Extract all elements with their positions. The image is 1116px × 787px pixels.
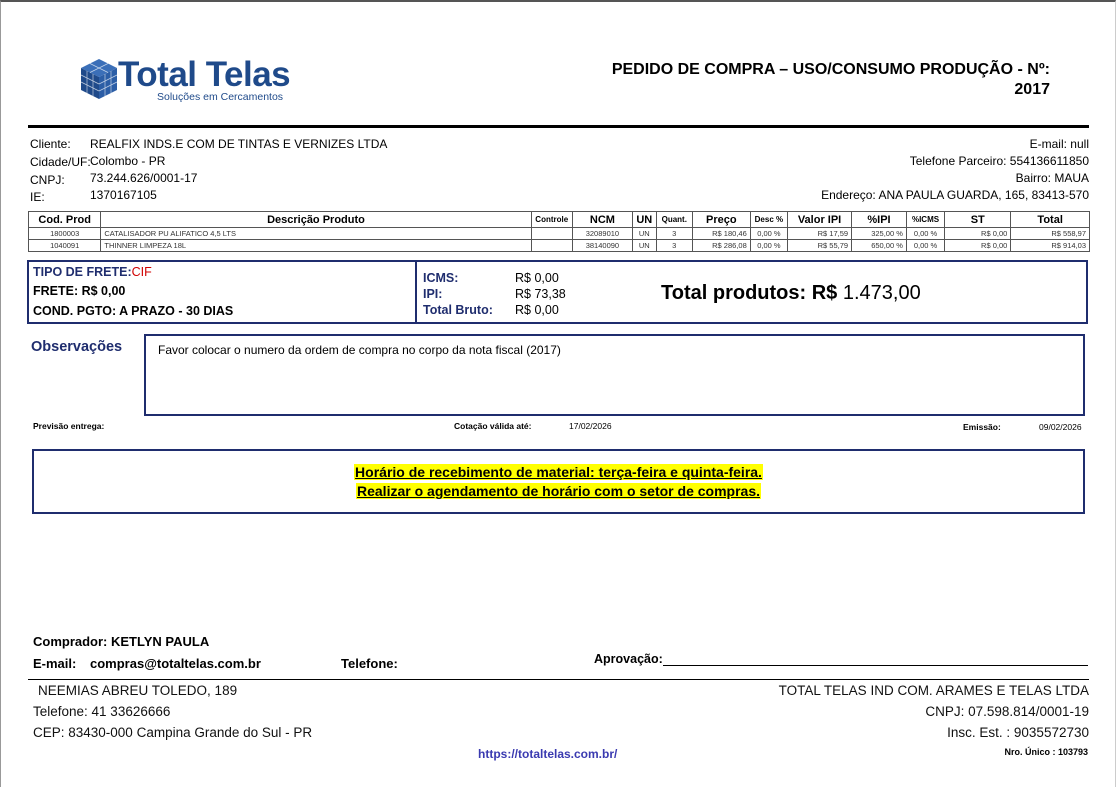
cidade-label: Cidade/UF: [30, 155, 91, 169]
cell-total: R$ 558,97 [1011, 228, 1090, 240]
nro-unico: Nro. Único : 103793 [1004, 747, 1088, 757]
col-header: UN [632, 212, 656, 228]
total-produtos-label: Total produtos: R$ [661, 282, 838, 304]
header-divider [28, 125, 1089, 128]
col-header: %IPI [852, 212, 907, 228]
cotacao-label: Cotação válida até: [454, 421, 532, 431]
tipo-frete-value: CIF [131, 265, 152, 279]
logo-tagline: Soluções em Cercamentos [157, 91, 284, 103]
client-bairro: Bairro: MAUA [1015, 171, 1089, 185]
website-link[interactable]: https://totaltelas.com.br/ [478, 747, 618, 761]
company-logo [80, 55, 310, 104]
cell-st: R$ 0,00 [945, 240, 1011, 252]
order-number: 2017 [1014, 81, 1050, 98]
cell-pct-icms: 0,00 % [906, 228, 944, 240]
cell-pct-icms: 0,00 % [906, 240, 944, 252]
table-row [29, 228, 1090, 240]
cnpj-label: CNPJ: [30, 173, 65, 187]
notice-line [34, 463, 1083, 482]
cliente-label: Cliente: [30, 137, 71, 151]
col-header: Descrição Produto [101, 212, 531, 228]
footer-company: TOTAL TELAS IND COM. ARAMES E TELAS LTDA [778, 683, 1089, 698]
cell-quant: 3 [656, 228, 692, 240]
frete-value: FRETE: R$ 0,00 [33, 284, 126, 298]
buyer-email: compras@totaltelas.com.br [90, 656, 261, 671]
table-row [29, 240, 1090, 252]
total-produtos-value: 1.473,00 [842, 282, 921, 304]
cell-controle [531, 240, 572, 252]
total-bruto-label: Total Bruto: [423, 303, 493, 317]
icms-label: ICMS: [423, 271, 459, 285]
footer-cnpj: CNPJ: 07.598.814/0001-19 [925, 704, 1089, 719]
cell-ncm: 32089010 [572, 228, 632, 240]
frete-section [29, 262, 417, 322]
footer-insc: Insc. Est. : 9035572730 [947, 725, 1089, 740]
client-email: E-mail: null [1029, 137, 1089, 151]
col-header: Desc % [750, 212, 787, 228]
observacoes-label: Observações [31, 339, 123, 355]
cell-un: UN [632, 228, 656, 240]
cell-pct-ipi: 650,00 % [852, 240, 907, 252]
observacoes-number: (2017) [526, 343, 561, 357]
cidade-value: Colombo - PR [90, 154, 166, 168]
cell-descricao: THINNER LIMPEZA 18L [101, 240, 531, 252]
aprovacao-signature-line [663, 665, 1088, 666]
cell-ncm: 38140090 [572, 240, 632, 252]
col-header: Valor IPI [787, 212, 851, 228]
col-header: Cod. Prod [29, 212, 101, 228]
ipi-label: IPI: [423, 287, 443, 301]
cell-controle [531, 228, 572, 240]
total-produtos [661, 282, 921, 305]
cell-quant: 3 [656, 240, 692, 252]
cell-cod: 1040091 [29, 240, 101, 252]
cliente-value: REALFIX INDS.E COM DE TINTAS E VERNIZES LTDA [90, 137, 388, 151]
emissao-label: Emissão: [963, 422, 1001, 432]
col-header: Preço [692, 212, 750, 228]
cond-pgto: COND. PGTO: A PRAZO - 30 DIAS [33, 304, 234, 318]
tipo-frete-label: TIPO DE FRETE: [33, 265, 132, 279]
cell-desc: 0,00 % [750, 240, 787, 252]
notice-box [32, 449, 1085, 514]
col-header: Controle [531, 212, 572, 228]
observacoes-box [144, 334, 1085, 416]
cell-valor-ipi: R$ 55,79 [787, 240, 851, 252]
col-header: Quant. [656, 212, 692, 228]
footer-telefone: Telefone: 41 33626666 [33, 704, 171, 719]
emissao-value: 09/02/2026 [1039, 422, 1082, 432]
cell-descricao: CATALISADOR PU ALIFATICO 4,5 LTS [101, 228, 531, 240]
table-header-row [29, 212, 1090, 228]
cell-un: UN [632, 240, 656, 252]
client-endereco: Endereço: ANA PAULA GUARDA, 165, 83413-570 [821, 188, 1089, 202]
col-header: %ICMS [906, 212, 944, 228]
ipi-value: R$ 73,38 [515, 287, 566, 301]
comprador: Comprador: KETLYN PAULA [33, 634, 210, 649]
cell-valor-ipi: R$ 17,59 [787, 228, 851, 240]
footer-address: NEEMIAS ABREU TOLEDO, 189 [38, 683, 238, 698]
observacoes-message: Favor colocar o numero da ordem de compra no corpo da nota fiscal [158, 343, 523, 357]
col-header: NCM [572, 212, 632, 228]
cube-icon [80, 58, 118, 100]
items-table [28, 211, 1090, 252]
cell-total: R$ 914,03 [1011, 240, 1090, 252]
cell-preco: R$ 180,46 [692, 228, 750, 240]
client-telefone: Telefone Parceiro: 554136611850 [909, 154, 1089, 168]
icms-value: R$ 0,00 [515, 271, 559, 285]
buyer-telefone-label: Telefone: [341, 656, 398, 671]
cell-desc: 0,00 % [750, 228, 787, 240]
observacoes-text [158, 343, 561, 357]
cotacao-value: 17/02/2026 [569, 421, 612, 431]
tipo-frete [33, 265, 152, 279]
title-line: PEDIDO DE COMPRA – USO/CONSUMO PRODUÇÃO - Nº: [611, 61, 1050, 78]
footer-cep: CEP: 83430-000 Campina Grande do Sul - PR [33, 725, 313, 740]
col-header: Total [1011, 212, 1090, 228]
cnpj-value: 73.244.626/0001-17 [90, 171, 198, 185]
footer-divider [28, 679, 1089, 680]
aprovacao-label: Aprovação: [594, 652, 663, 666]
logo-name: Total Telas [118, 55, 291, 94]
cell-preco: R$ 286,08 [692, 240, 750, 252]
previsao-label: Previsão entrega: [33, 421, 105, 431]
notice-line-2: Realizar o agendamento de horário com o setor de compras. [357, 483, 760, 499]
frete-totals-box [27, 260, 1088, 324]
cell-cod: 1800003 [29, 228, 101, 240]
col-header: ST [945, 212, 1011, 228]
notice-line-1: Horário de recebimento de material: terça-feira e quinta-feira. [355, 464, 762, 480]
total-bruto-value: R$ 0,00 [515, 303, 559, 317]
cell-pct-ipi: 325,00 % [852, 228, 907, 240]
ie-label: IE: [30, 190, 45, 204]
cell-st: R$ 0,00 [945, 228, 1011, 240]
ie-value: 1370167105 [90, 188, 157, 202]
buyer-email-label: E-mail: [33, 656, 77, 671]
document-title [612, 60, 1050, 100]
notice-line [34, 482, 1083, 501]
